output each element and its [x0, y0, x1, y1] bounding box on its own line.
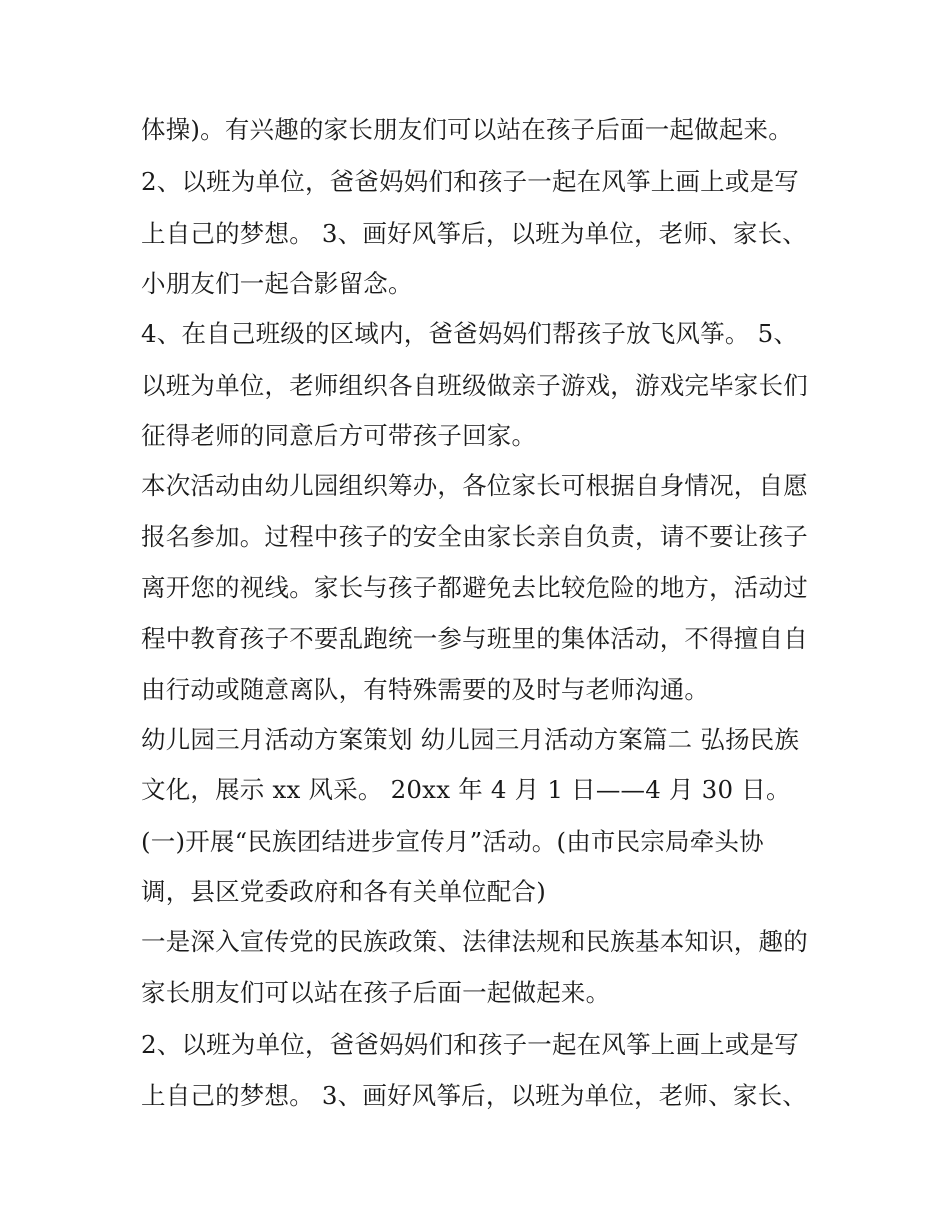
text-line: 小朋友们一起合影留念。	[141, 269, 413, 298]
text-line: 本次活动由幼儿园组织筹办，各位家长可根据自身情况，自愿	[141, 471, 808, 500]
text-line: 上自己的梦想。 3、画好风筝后，以班为单位，老师、家长、	[141, 219, 807, 248]
text-line: 文化，展示 xx 风采。 20xx 年 4 月 1 日——4 月 30 日。	[141, 775, 791, 804]
text-line: 体操)。有兴趣的家长朋友们可以站在孩子后面一起做起来。	[141, 115, 793, 144]
text-line: (一)开展“民族团结进步宣传月”活动。(由市民宗局牵头协	[141, 827, 764, 856]
text-line: 程中教育孩子不要乱跑统一参与班里的集体活动，不得擅自自	[141, 624, 808, 653]
text-line: 由行动或随意离队，有特殊需要的及时与老师沟通。	[141, 675, 710, 704]
text-line: 以班为单位，老师组织各自班级做亲子游戏，游戏完毕家长们	[141, 371, 808, 400]
text-line: 征得老师的同意后方可带孩子回家。	[141, 421, 537, 450]
text-line: 一是深入宣传党的民族政策、法律法规和民族基本知识，趣的	[141, 927, 808, 956]
text-line: 2、以班为单位，爸爸妈妈们和孩子一起在风筝上画上或是写	[141, 167, 799, 196]
text-line: 离开您的视线。家长与孩子都避免去比较危险的地方，活动过	[141, 573, 808, 602]
text-line: 4、在自己班级的区域内，爸爸妈妈们帮孩子放飞风筝。 5、	[141, 319, 799, 348]
text-line: 调，县区党委政府和各有关单位配合)	[141, 877, 546, 906]
text-line: 家长朋友们可以站在孩子后面一起做起来。	[141, 978, 611, 1007]
text-line: 上自己的梦想。 3、画好风筝后，以班为单位，老师、家长、	[141, 1081, 807, 1110]
text-line: 报名参加。过程中孩子的安全由家长亲自负责，请不要让孩子	[141, 522, 808, 551]
text-line: 幼儿园三月活动方案策划 幼儿园三月活动方案篇二 弘扬民族	[141, 725, 800, 754]
text-line: 2、以班为单位，爸爸妈妈们和孩子一起在风筝上画上或是写	[141, 1030, 799, 1059]
